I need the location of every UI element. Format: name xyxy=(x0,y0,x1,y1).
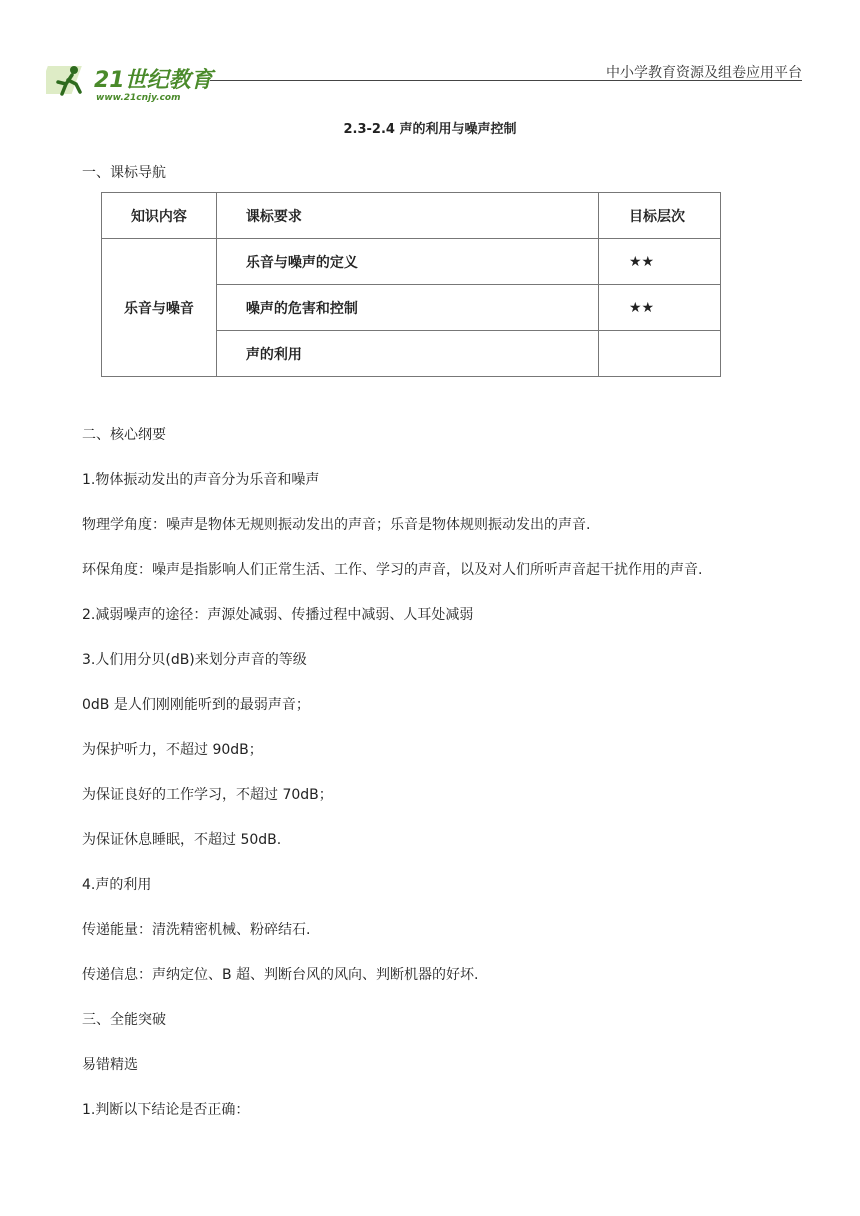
curriculum-table xyxy=(101,192,721,377)
document-title: 2.3-2.4 声的利用与噪声控制 xyxy=(343,122,517,137)
requirement-cell: 乐音与噪声的定义 xyxy=(216,239,598,285)
paragraph: 为保证良好的工作学习，不超过 70dB； xyxy=(82,787,333,803)
question: 1.判断以下结论是否正确： xyxy=(82,1102,250,1118)
requirement-cell: 声的利用 xyxy=(216,331,598,377)
header-knowledge: 知识内容 xyxy=(102,193,217,239)
section-heading: 一、课标导航 xyxy=(82,165,166,181)
table-header-row xyxy=(102,193,721,239)
section-heading: 三、全能突破 xyxy=(82,1012,166,1028)
paragraph: 2.减弱噪声的途径：声源处减弱、传播过程中减弱、人耳处减弱 xyxy=(82,607,474,623)
page-header xyxy=(0,0,860,110)
paragraph: 环保角度：噪声是指影响人们正常生活、工作、学习的声音，以及对人们所听声音起干扰作用的声音. xyxy=(82,562,703,578)
group-cell: 乐音与噪音 xyxy=(102,239,217,377)
paragraph: 为保护听力，不超过 90dB； xyxy=(82,742,263,758)
requirement-cell: 噪声的危害和控制 xyxy=(216,285,598,331)
logo-url: www.21cnjy.com xyxy=(96,93,181,103)
paragraph: 为保证休息睡眠，不超过 50dB. xyxy=(82,832,282,848)
paragraph: 传递能量：清洗精密机械、粉碎结石. xyxy=(82,922,311,938)
logo xyxy=(46,60,216,104)
logo-text: 21世纪教育 xyxy=(94,68,213,93)
runner-logo-icon xyxy=(46,66,82,94)
level-cell: ★★ xyxy=(598,285,720,331)
level-cell xyxy=(598,331,720,377)
section-heading: 二、核心纲要 xyxy=(82,427,166,443)
platform-name: 中小学教育资源及组卷应用平台 xyxy=(606,65,802,81)
paragraph: 1.物体振动发出的声音分为乐音和噪声 xyxy=(82,472,320,488)
subsection-heading: 易错精选 xyxy=(82,1057,138,1073)
paragraph: 4.声的利用 xyxy=(82,877,152,893)
paragraph: 3.人们用分贝(dB)来划分声音的等级 xyxy=(82,652,307,668)
level-cell: ★★ xyxy=(598,239,720,285)
header-requirement: 课标要求 xyxy=(216,193,598,239)
paragraph: 传递信息：声纳定位、B 超、判断台风的风向、判断机器的好坏. xyxy=(82,967,479,983)
table-row xyxy=(102,239,721,285)
paragraph: 0dB 是人们刚刚能听到的最弱声音； xyxy=(82,697,310,713)
paragraph: 物理学角度：噪声是物体无规则振动发出的声音；乐音是物体规则振动发出的声音. xyxy=(82,517,591,533)
header-level: 目标层次 xyxy=(598,193,720,239)
header-divider xyxy=(210,80,802,81)
